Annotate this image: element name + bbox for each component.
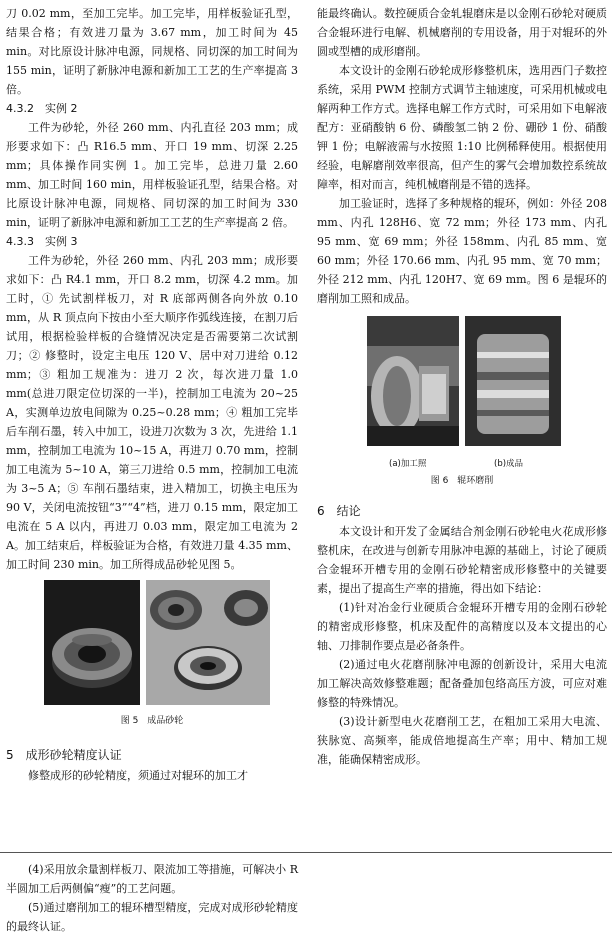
figure-6-subcaption-a: (a)加工照 (389, 459, 427, 469)
conclusion-item-1: (1)针对冶金行业硬质合金辊环开槽专用的金刚石砂轮的精密成形修整，机床及配件的高精度以及本文提出的心轴、刀排制作要点是必备条件。 (317, 601, 607, 652)
figure-6-photo-a (367, 316, 459, 446)
subsection-heading-4-3-3: 4.3.3 实例 3 (6, 235, 78, 248)
figure-5 (6, 580, 298, 740)
page-divider (0, 852, 612, 853)
conclusion-item-5: (5)通过磨削加工的辊环槽型精度，完成对成形砂轮精度的最终认证。 (6, 901, 298, 933)
figure-6-caption: 图 6 辊环磨削 (430, 476, 494, 486)
paragraph-conclusion-intro: 本文设计和开发了金属结合剂金刚石砂轮电火花成形修整机床，在改进与创新专用脉冲电源的基础上，讨论了硬质合金辊环开槽专用的金刚石砂轮精密成形修整中的关键要素，提出了提高生产率的措施，得出如下结论： (317, 525, 607, 595)
paragraph-section-5: 修整成形的砂轮精度，须通过对辊环的加工才 (28, 769, 248, 782)
figure-5-caption: 图 5 成品砂轮 (120, 716, 184, 726)
bottom-continuation (6, 860, 298, 936)
paragraph-example-2: 工件为砂轮，外径 260 mm、内孔直径 203 mm；成形要求如下：凸 R16.5 mm、开口 19 mm、切深 2.25 mm；具体操作同实例 1。加工完毕，总进刀量 2.60 mm、加工时间 160 min，用样板验证孔型，结果合格。对比原设计脉冲电源，同规格、同切深的加工时间为 330 min，证明了新脉冲电源和新加工工艺的生产率提高 2 倍。 (6, 121, 298, 229)
left-column (6, 4, 298, 785)
conclusion-item-4: (4)采用放余量割样板刀、限流加工等措施，可解决小 R 半圆加工后两侧偏“瘦”的工艺问题。 (6, 863, 298, 895)
paragraph-verification: 加工验证时，选择了多种规格的辊环，例如：外径 208 mm、内孔 128H6、宽 72 mm；外径 173 mm、内孔 95 mm、宽 69 mm；外径 158mm、内孔 85 mm、宽 60 mm；外径 170.66 mm、内孔 95 mm、宽 70 mm；外径 212 mm、内孔 120H7、宽 69 mm。图 6 是辊环的磨削加工照和成品。 (317, 197, 607, 305)
figure-6 (317, 316, 607, 496)
paragraph-continuation: 刀 0.02 mm，至加工完毕。加工完毕，用样板验证孔型，结果合格；有效进刀量为 3.67 mm，加工时间为 45 min。对比原设计脉冲电源，同规格、同切深的加工时间为 155 min，证明了新脉冲电源和新加工工艺的生产率提高 3 倍。 (6, 7, 298, 96)
section-heading-5: 5 成形砂轮精度认证 (6, 748, 122, 762)
right-column (317, 4, 607, 769)
figure-6-photo-b (465, 316, 561, 446)
conclusion-item-3: (3)设计新型电火花磨削工艺，在粗加工采用大电流、狭脉宽、高频率，能成倍地提高生产率；用中、精加工规准，能确保精密成形。 (317, 715, 607, 766)
conclusion-item-2: (2)通过电火花磨削脉冲电源的创新设计，采用大电流加工解决高效修整难题；配备叠加包络高压方波，可应对难修整的特殊情况。 (317, 658, 607, 709)
section-heading-6: 6 结论 (317, 504, 361, 518)
figure-5-photo-left (44, 580, 140, 705)
figure-6-subcaption-b: (b)成品 (494, 459, 524, 469)
paragraph-example-3: 工件为砂轮，外径 260 mm、内孔 203 mm；成形要求如下：凸 R4.1 mm，开口 8.2 mm，切深 4.2 mm。加工时，① 先试割样板刀，对 R 底部两侧各向外放 0.10 mm，从 R 顶点向下按由小至大顺序作弧线连接，在割刀后试用，根据检验样板的合缝情况决定是否需要第二次试割刀；② 修整时，设定主电压 120 V、居中对刀进给 0.12 mm；③ 粗加工规准为：进刀 2 次，每次进刀量 1.0 mm(总进刀限定位切深的一半)，控制加工电流为 20~25 A，实测单边放电间隙为 0.25~0.28 mm；④ 粗加工完毕后车削石墨，转入中加工，设进刀次数为 3 次，先进给 1.1 mm，控制加工电流为 10~15 A，再进刀 0.70 mm，控制加工电流为 5~10 A，第三刀进给 0.5 mm，控制加工电流为 3~5 A；⑤ 车削石墨结束，进入精加工，切换主电压为 90 V，关闭电流按钮“3”“4”档，进刀 0.15 mm，限定加工电流在 5 A 以内，再进刀 0.03 mm，限定加工电流为 2 A。加工结束后，样板验证为合格，有效进刀量 4.35 mm、加工时间 230 min。加工所得成品砂轮见图 5。 (6, 254, 298, 571)
subsection-heading-4-3-2: 4.3.2 实例 2 (6, 102, 78, 115)
figure-5-photo-right (146, 580, 270, 705)
paragraph-machine-design: 本文设计的金刚石砂轮成形修整机床，选用西门子数控系统，采用 PWM 控制方式调节主轴速度，可采用机械或电解两种工作方式。选择电解工作方式时，可采用如下电解液配方：亚硝酸钠 6 份、磷酸氢二钠 2 份、硼砂 1 份、硝酸钾 1 份；电解液需与水按照 1:10 比例稀释使用。根据使用经验，电解磨削效率很高，但产生的雾气会增加数控系统故障率，相对而言，纯机械磨削是不错的选择。 (317, 64, 607, 191)
paragraph-continuation-right: 能最终确认。数控硬质合金轧辊磨床是以金刚石砂轮对硬质合金辊环进行电解、机械磨削的专用设备，用于对辊环的外圆或型槽的成形磨削。 (317, 7, 607, 58)
